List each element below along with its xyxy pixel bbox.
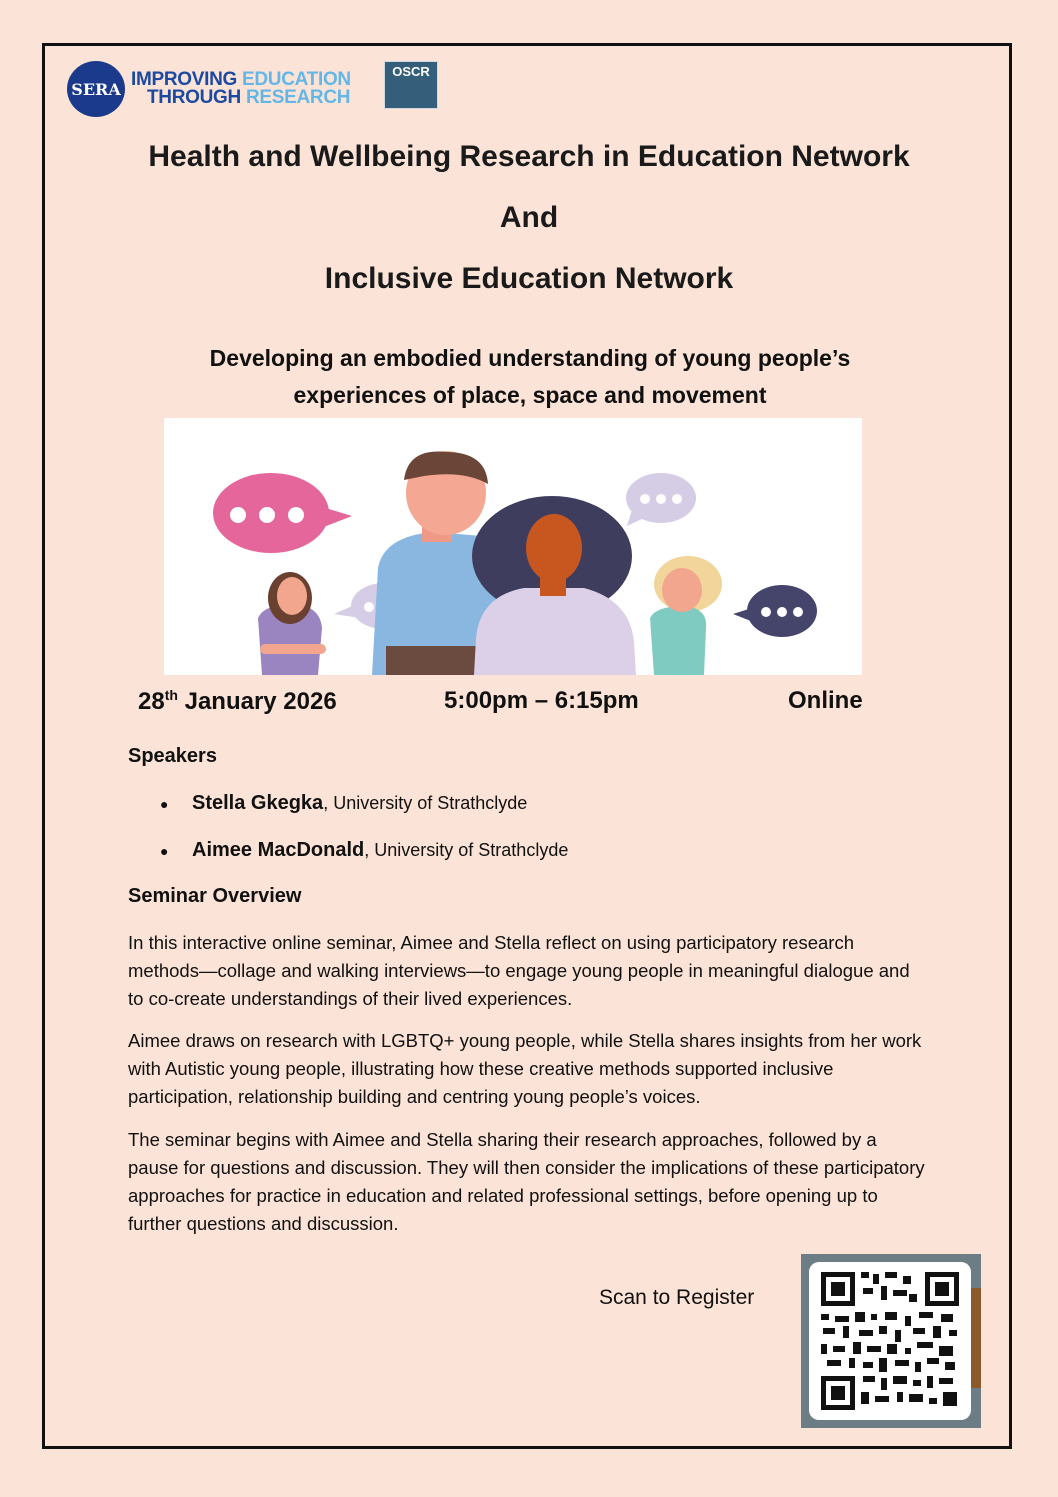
date-rest: January 2026 xyxy=(177,688,337,715)
speaker-item xyxy=(160,839,568,862)
speaker-affiliation: , University of Strathclyde xyxy=(364,840,569,860)
oscr-text: OSCR xyxy=(392,64,430,79)
overview-paragraph-1: In this interactive online seminar, Aimee and Stella reflect on using participatory research methods—collage and walking interviews—to engage young people in meaningful dialogue and to co-create understandings of their lived experiences. xyxy=(128,932,910,1009)
woman-center-figure-icon xyxy=(472,496,636,675)
overview-paragraph-3: The seminar begins with Aimee and Stella sharing their research approaches, followed by a pause for questions and discussion. They will then consider the implications of these participatory approaches for practice in education and related professional settings, before opening up to further questions and discussion. xyxy=(128,1129,925,1234)
oscr-fineprint xyxy=(385,79,437,84)
event-location: Online xyxy=(788,687,863,714)
tagline-improving: IMPROVING xyxy=(131,69,243,90)
speech-bubble-lavender-icon xyxy=(626,473,696,526)
date-suffix: th xyxy=(164,687,178,703)
sera-seal xyxy=(67,61,125,117)
subtitle-line-1: Developing an embodied understanding of young people’s xyxy=(209,345,851,371)
sera-logo xyxy=(67,61,447,117)
registration-qr-code[interactable] xyxy=(801,1254,981,1428)
logo-tagline-2 xyxy=(147,89,350,107)
girl-purple-figure-icon xyxy=(258,572,326,675)
speaker-name: Aimee MacDonald xyxy=(192,839,365,861)
title-line-3: Inclusive Education Network xyxy=(324,262,734,295)
date-day: 28 xyxy=(138,688,165,715)
people-illustration-svg xyxy=(164,418,862,675)
sera-seal-text: SERA xyxy=(71,79,121,99)
people-illustration xyxy=(164,418,862,675)
bullet-icon: ● xyxy=(160,796,169,812)
overview-paragraph-2: Aimee draws on research with LGBTQ+ young people, while Stella shares insights from her work with Autistic young people, illustrating how these creative methods supported inclusive participation, relationship building and centring young people’s voices. xyxy=(128,1030,922,1107)
bullet-icon: ● xyxy=(160,843,169,859)
speech-bubble-pink-icon xyxy=(213,473,352,553)
speech-bubble-dark-icon xyxy=(733,585,817,637)
oscr-badge xyxy=(384,61,438,109)
girl-blonde-figure-icon xyxy=(650,556,722,675)
qr-code-icon xyxy=(809,1262,971,1420)
scan-to-register-label: Scan to Register xyxy=(599,1286,755,1309)
tagline-through: THROUGH xyxy=(147,87,246,108)
event-date xyxy=(138,687,337,716)
speaker-item xyxy=(160,792,527,815)
event-time: 5:00pm – 6:15pm xyxy=(444,687,639,714)
speakers-heading: Speakers xyxy=(128,745,217,767)
title-line-2: And xyxy=(499,201,559,234)
title-line-1: Health and Wellbeing Research in Education Network xyxy=(148,140,910,173)
qr-code-panel xyxy=(809,1262,971,1420)
tagline-education: EDUCATION xyxy=(242,69,351,90)
overview-heading: Seminar Overview xyxy=(128,885,302,907)
tagline-research: RESEARCH xyxy=(245,87,351,108)
speaker-name: Stella Gkegka xyxy=(192,792,324,814)
subtitle xyxy=(150,340,910,414)
subtitle-line-2: experiences of place, space and movement xyxy=(293,382,767,408)
speaker-affiliation: , University of Strathclyde xyxy=(323,793,528,813)
